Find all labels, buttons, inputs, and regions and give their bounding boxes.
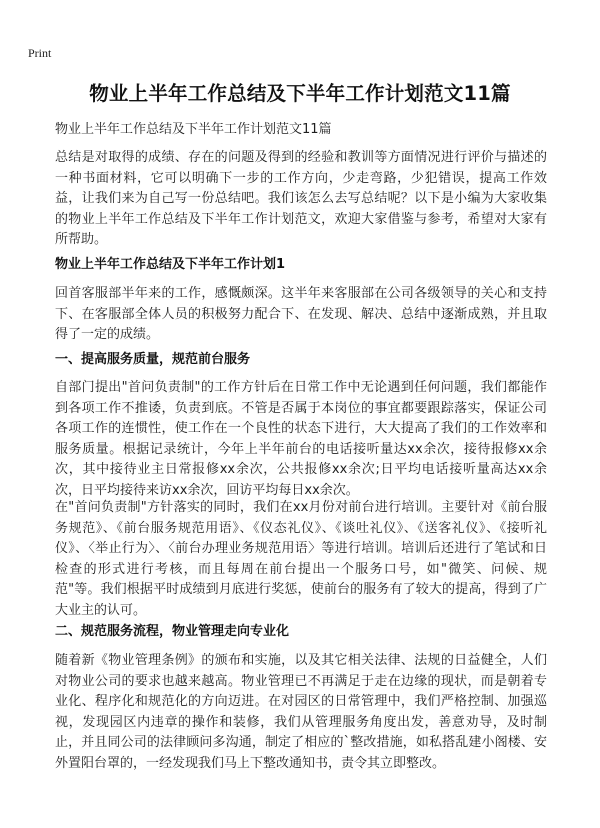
paragraph-1: 回首客服部半年来的工作，感慨颇深。这半年来客服部在公司各级领导的关心和支持下、在客服部全体人员的积极努力配合下、在发现、解决、总结中逐渐成熟，并且取得了一定的成绩。 (55, 286, 547, 342)
subtitle: 物业上半年工作总结及下半年工作计划范文11篇 (55, 122, 332, 137)
page-title: 物业上半年工作总结及下半年工作计划范文11篇 (89, 82, 511, 105)
paragraph-4: 随着新《物业管理条例》的颁布和实施，以及其它相关法律、法规的日益健全，人们对物业公司的要求也越来越高。物业管理已不再满足于走在边缘的现状，而是朝着专业化、程序化和规范化的方向迈进。在对园区的日常管理中，我们严格控制、加强巡视，发现园区内违章的操作和装修，我们从管理服务角度出发，善意劝导，及时制止，并且同公司的法律顾问多沟通，制定了相应的`整改措施，如私搭乱建小阁楼、安外置阳台罩的，一经发现我们马上下整改通知书，责令其立即整改。 (55, 653, 547, 771)
intro-paragraph: 总结是对取得的成绩、存在的问题及得到的经验和教训等方面情况进行评价与描述的一种书面材料，它可以明确下一步的工作方向，少走弯路，少犯错误，提高工作效益，让我们来为自己写一份总结吧。我们该怎么去写总结呢？以下是小编为大家收集的物业上半年工作总结及下半年工作计划范文，欢迎大家借鉴与参考，希望对大家有所帮助。 (55, 150, 547, 247)
paragraph-2: 自部门提出"首问负责制"的工作方针后在日常工作中无论遇到任何问题，我们都能作到各项工作不推诿，负责到底。不管是否属于本岗位的事宜都要跟踪落实，保证公司各项工作的连惯性，使工作在一个良性的状态下进行，大大提高了我们的工作效率和服务质量。根据记录统计，今年上半年前台的电话接听量达xx余次，接待报修xx余次，其中接待业主日常报修xx余次，公共报修xx余次;日平均电话接听量高达xx余次，日平均接待来访xx余次，回访平均每日xx余次。 (55, 380, 547, 498)
section-2-heading: 二、规范服务流程，物业管理走向专业化 (55, 624, 290, 639)
paragraph-3: 在"首问负责制"方针落实的同时，我们在xx月份对前台进行培训。主要针对《前台服务规范》、《前台服务规范用语》、《仪态礼仪》、《谈吐礼仪》、《送客礼仪》、《接听礼仪》、〈举止行为〉、〈前台办理业务规范用语〉等进行培训。培训后还进行了笔试和日检查的形式进行考核，而且每周在前台提出一个服务口号，如"微笑、问候、规范"等。我们根据平时成绩到月底进行奖惩，使前台的服务有了较大的提高，得到了广大业主的认可。 (55, 500, 547, 618)
plan-heading: 物业上半年工作总结及下半年工作计划1 (55, 257, 286, 272)
print-label[interactable]: Print (28, 46, 52, 60)
section-1-heading: 一、提高服务质量，规范前台服务 (55, 352, 251, 367)
